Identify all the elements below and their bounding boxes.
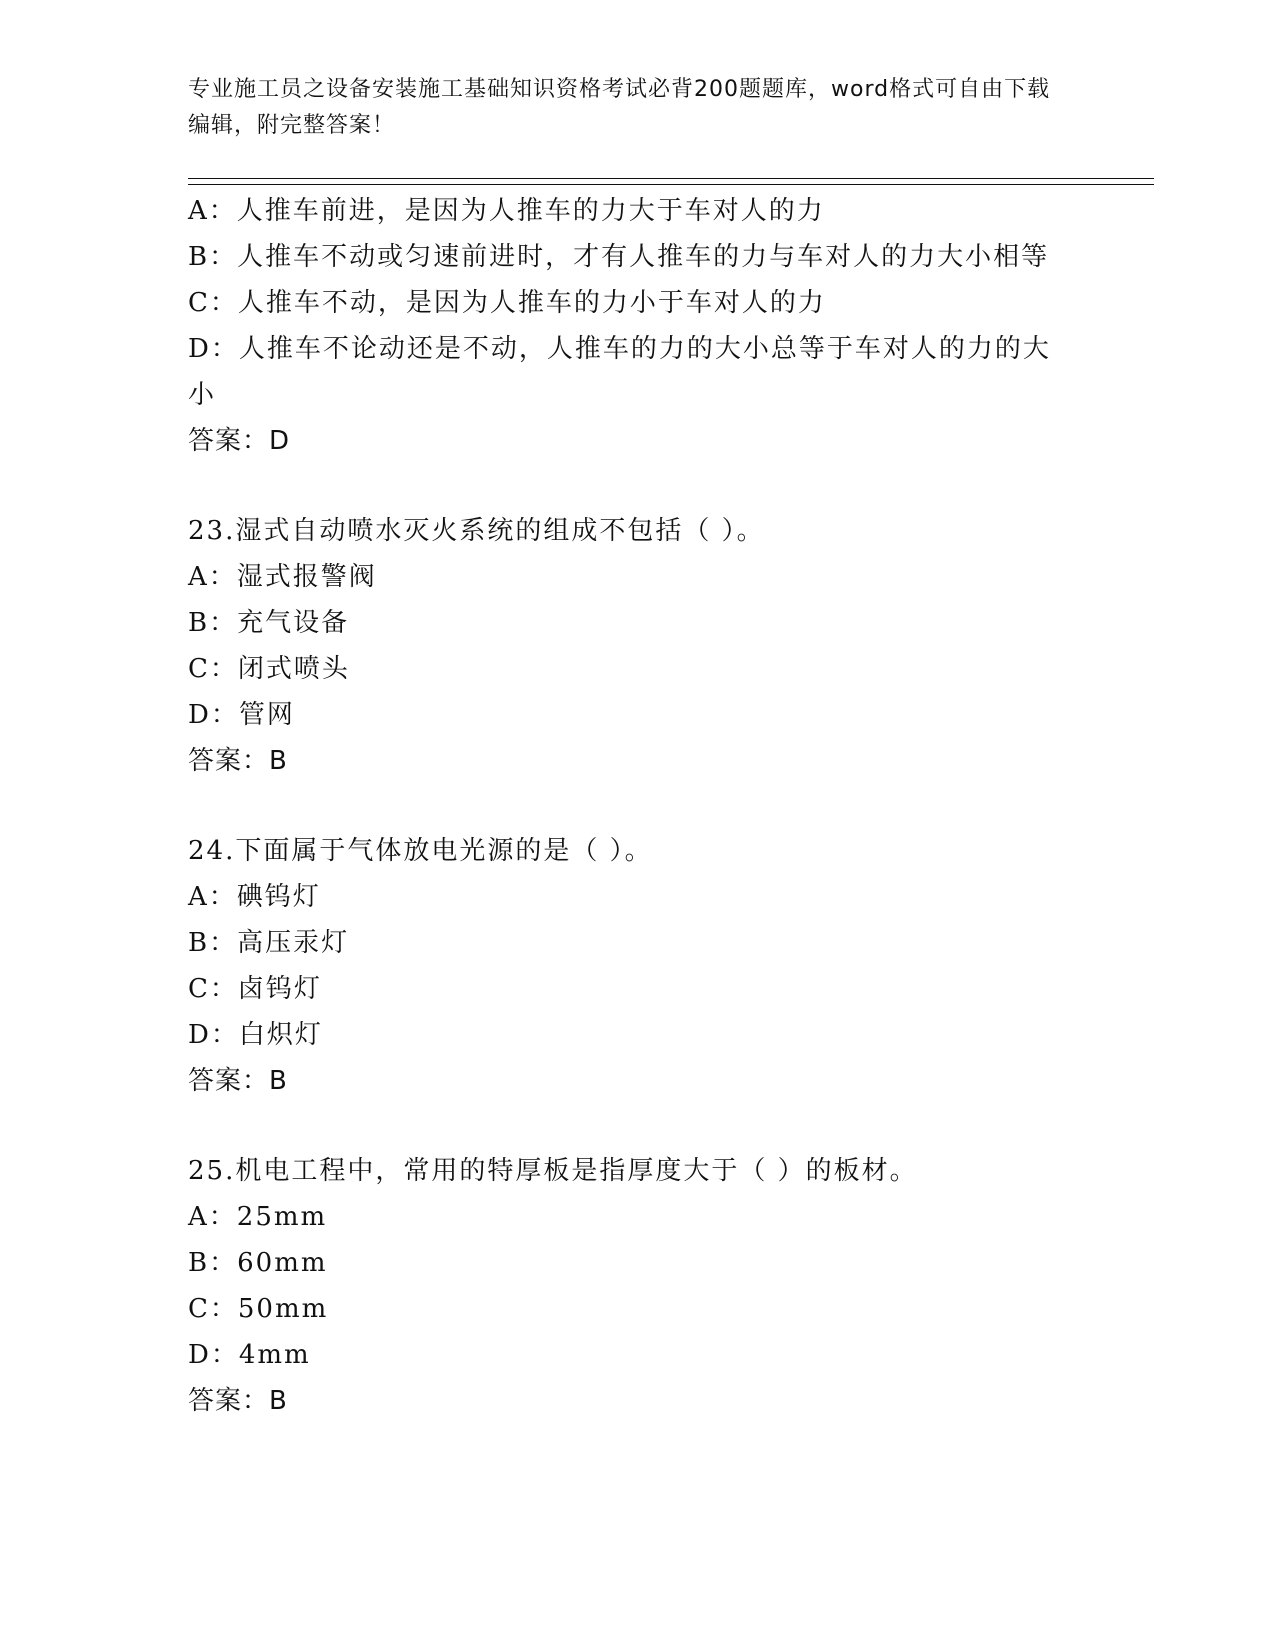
question-stem: 24.下面属于气体放电光源的是（ ）。 — [188, 836, 653, 866]
header-divider-top — [188, 178, 1154, 179]
option-a: A：人推车前进，是因为人推车的力大于车对人的力 — [188, 196, 825, 226]
document-header: 专业施工员之设备安装施工基础知识资格考试必背200题题库，word格式可自由下载编辑，附完整答案！ — [188, 77, 1051, 138]
document-body — [188, 188, 1068, 1424]
option-c: C：人推车不动，是因为人推车的力小于车对人的力 — [188, 288, 826, 318]
answer-line: 答案：B — [188, 1386, 288, 1416]
header-divider-bottom — [188, 184, 1154, 185]
option-b: B：充气设备 — [188, 608, 350, 638]
answer-line: 答案：D — [188, 426, 291, 456]
question-22-continued — [188, 188, 1068, 464]
option-b: B：高压汞灯 — [188, 928, 350, 958]
option-c: C：闭式喷头 — [188, 654, 350, 684]
option-d: D：人推车不论动还是不动，人推车的力的大小总等于车对人的力的大小 — [188, 334, 1051, 410]
option-c: C：卤钨灯 — [188, 974, 322, 1004]
question-25 — [188, 1148, 1068, 1424]
option-a: A：湿式报警阀 — [188, 562, 377, 592]
question-stem: 25.机电工程中，常用的特厚板是指厚度大于（ ）的板材。 — [188, 1156, 918, 1186]
option-a: A：碘钨灯 — [188, 882, 321, 912]
question-stem: 23.湿式自动喷水灭火系统的组成不包括（ ）。 — [188, 516, 765, 546]
answer-line: 答案：B — [188, 1066, 288, 1096]
answer-line: 答案：B — [188, 746, 288, 776]
option-b: B：人推车不动或匀速前进时，才有人推车的力与车对人的力大小相等 — [188, 242, 1050, 272]
option-b: B：60mm — [188, 1248, 328, 1278]
question-24 — [188, 828, 1068, 1104]
option-d: D：白炽灯 — [188, 1020, 323, 1050]
option-d: D：管网 — [188, 700, 295, 730]
question-23 — [188, 508, 1068, 784]
option-c: C：50mm — [188, 1294, 329, 1324]
option-d: D：4mm — [188, 1340, 311, 1370]
option-a: A：25mm — [188, 1202, 328, 1232]
